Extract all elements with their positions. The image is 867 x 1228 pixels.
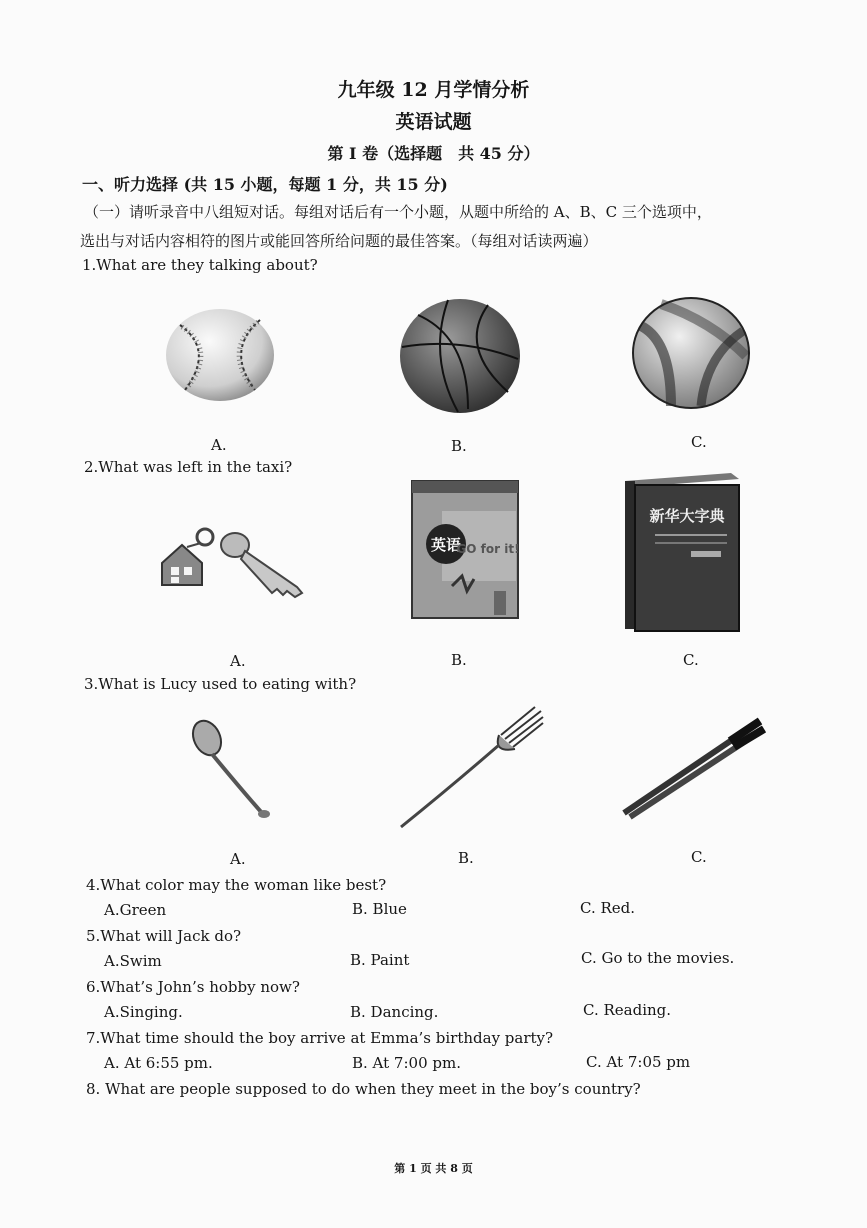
q2-option-a[interactable]: A. [230, 652, 246, 670]
english-book-image [412, 481, 518, 618]
q3-option-c[interactable]: C. [691, 848, 707, 866]
q4-option-a[interactable]: A.Green [104, 901, 167, 919]
q3-option-a[interactable]: A. [230, 850, 246, 868]
volume-heading: 第 I 卷（选择题 共 45 分） [327, 144, 540, 163]
basketball-image [398, 297, 522, 415]
question-4: 4.What color may the woman like best? [86, 876, 387, 894]
instruction-line-1: （一）请听录音中八组短对话。每组对话后有一个小题，从题中所给的 A、B、C 三个选项中， [84, 203, 712, 221]
section-heading: 一、听力选择 (共 15 小题，每题 1 分，共 15 分) [82, 175, 448, 194]
chopsticks-image [618, 715, 768, 820]
q7-option-c[interactable]: C. At 7:05 pm [586, 1053, 691, 1071]
q1-option-b[interactable]: B. [451, 437, 467, 455]
question-5: 5.What will Jack do? [86, 927, 242, 945]
baseball-image [160, 305, 280, 405]
question-1: 1.What are they talking about? [82, 256, 318, 274]
fork-image [393, 705, 548, 835]
q2-option-b[interactable]: B. [451, 651, 467, 669]
instruction-line-2: 选出与对话内容相符的图片或能回答所给问题的最佳答案。（每组对话读两遍） [80, 232, 598, 250]
q1-option-c[interactable]: C. [691, 433, 707, 451]
question-3: 3.What is Lucy used to eating with? [84, 675, 357, 693]
q6-option-a[interactable]: A.Singing. [104, 1003, 183, 1021]
q6-option-c[interactable]: C. Reading. [583, 1001, 672, 1019]
q1-option-a[interactable]: A. [211, 436, 227, 454]
q5-option-c[interactable]: C. Go to the movies. [581, 949, 735, 967]
dictionary-image [621, 473, 743, 634]
keys-image [157, 515, 307, 605]
exam-subject: 英语试题 [395, 111, 472, 133]
volleyball-image [631, 296, 751, 410]
spoon-image [190, 718, 275, 823]
question-6: 6.What’s John’s hobby now? [86, 978, 300, 996]
q7-option-b[interactable]: B. At 7:00 pm. [352, 1054, 461, 1072]
book-cover-slogan: GO for it! [456, 542, 520, 556]
q3-option-b[interactable]: B. [458, 849, 474, 867]
q6-option-b[interactable]: B. Dancing. [350, 1003, 439, 1021]
q7-option-a[interactable]: A. At 6:55 pm. [104, 1054, 213, 1072]
page-number: 第 1 页 共 8 页 [394, 1162, 473, 1175]
question-7: 7.What time should the boy arrive at Emma’s birthday party? [86, 1029, 554, 1047]
q4-option-c[interactable]: C. Red. [580, 899, 636, 917]
question-8: 8. What are people supposed to do when they meet in the boy’s country? [86, 1080, 641, 1098]
q5-option-a[interactable]: A.Swim [104, 952, 162, 970]
q4-option-b[interactable]: B. Blue [352, 900, 407, 918]
q2-option-c[interactable]: C. [683, 651, 699, 669]
question-2: 2.What was left in the taxi? [84, 458, 293, 476]
q5-option-b[interactable]: B. Paint [350, 951, 410, 969]
dictionary-title: 新华大字典 [649, 507, 725, 525]
book-english-label: 英语 [430, 536, 462, 554]
exam-title: 九年级 12 月学情分析 [337, 79, 530, 101]
